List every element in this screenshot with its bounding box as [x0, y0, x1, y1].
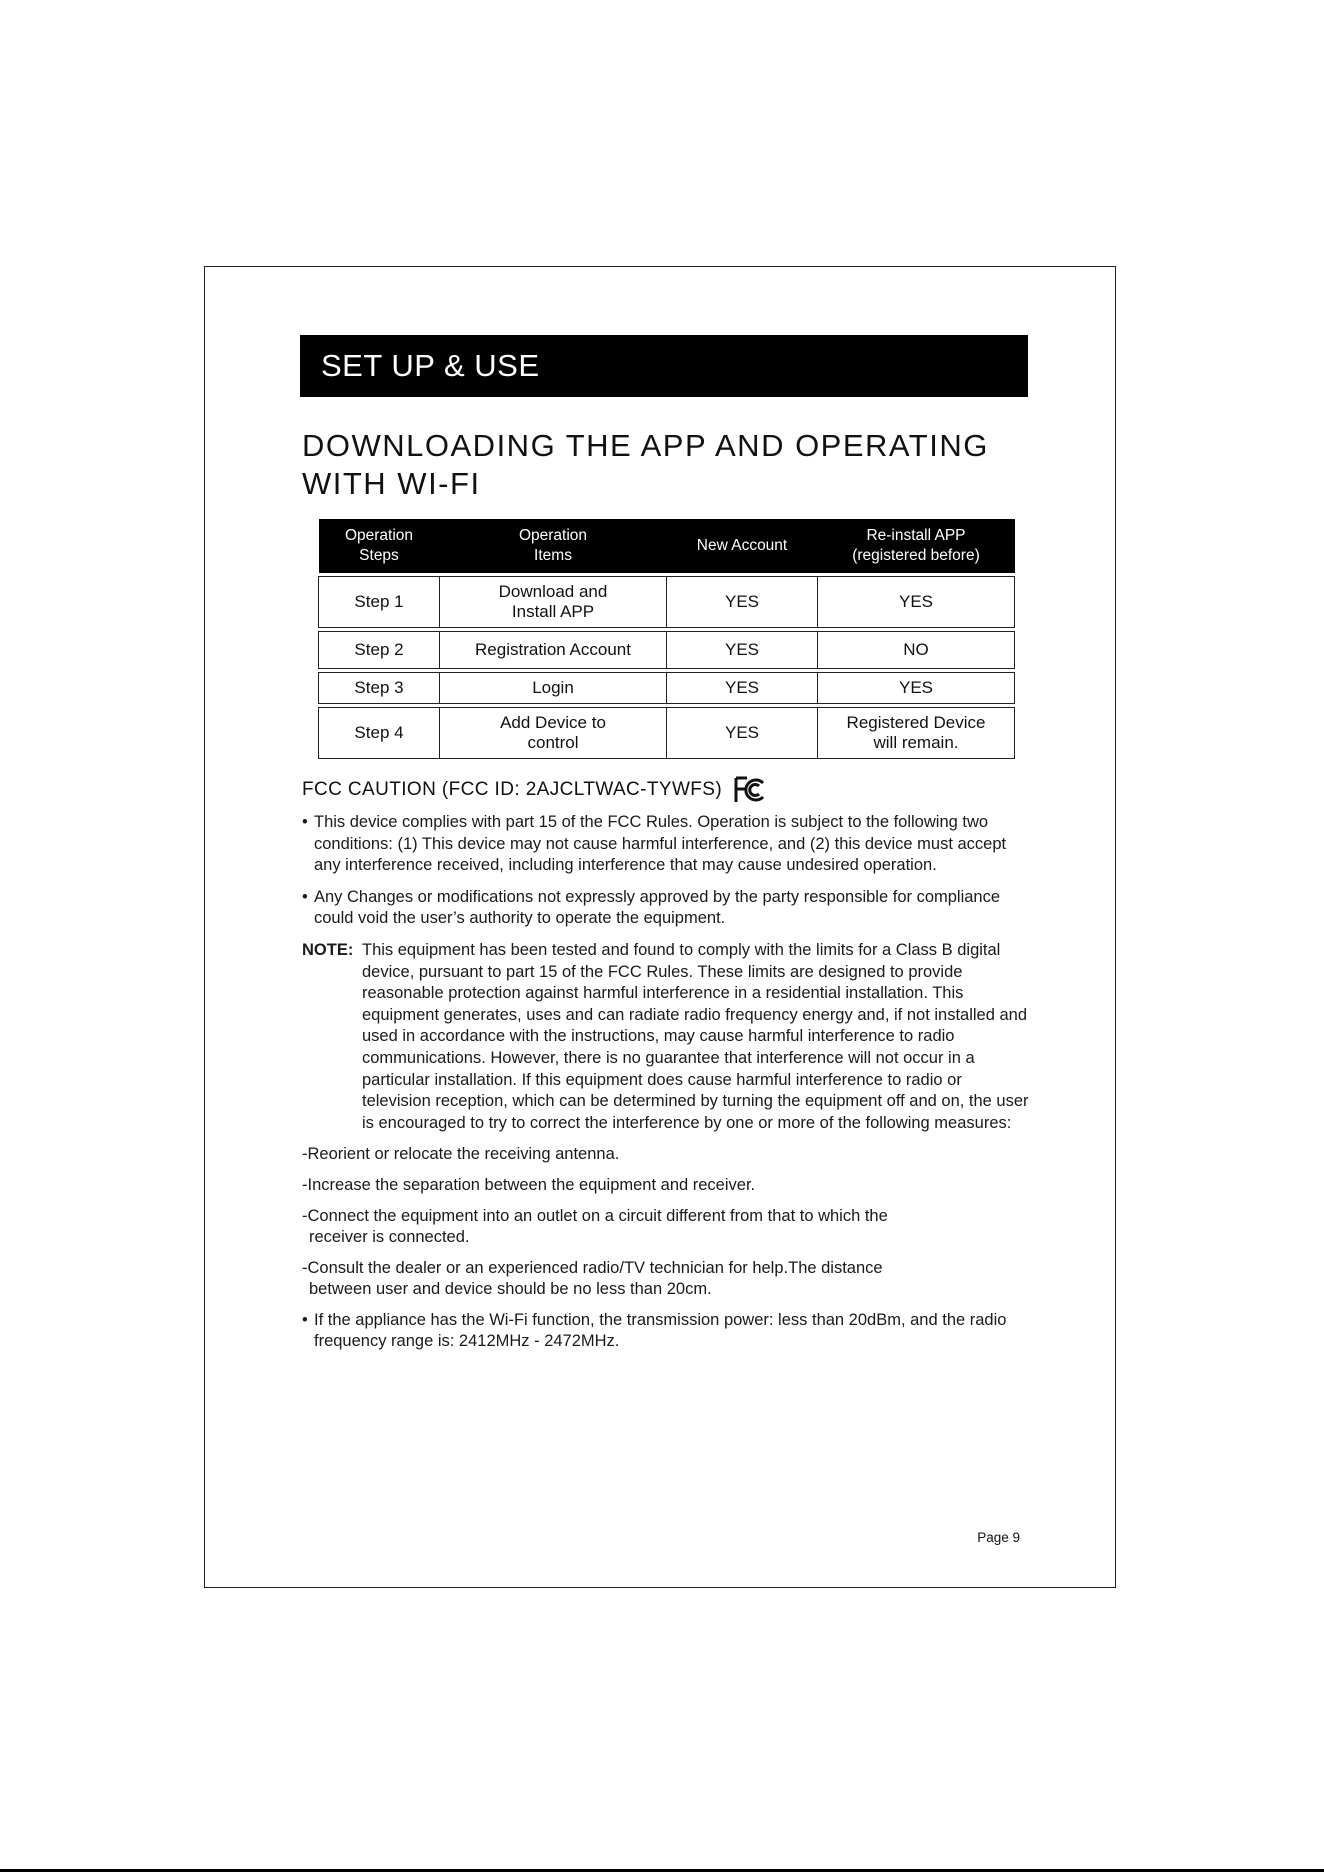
operation-table: [318, 519, 1015, 759]
table-cell: Step 3: [319, 673, 440, 704]
table-cell: Add Device to control: [440, 708, 667, 759]
table-cell: Step 4: [319, 708, 440, 759]
table-cell: YES: [667, 577, 818, 628]
table-cell: NO: [818, 632, 1015, 669]
table-row: [319, 632, 1015, 669]
table-cell: Registration Account: [440, 632, 667, 669]
manual-page: [204, 266, 1116, 1588]
table-header-row: [319, 519, 1015, 573]
table-cell: Step 2: [319, 632, 440, 669]
fcc-bullet-2: • Any Changes or modifications not expressly approved by the party responsible for compliance could void the user’s authority to operate the equipment.: [302, 887, 1001, 928]
fcc-bullet-3: • If the appliance has the Wi-Fi function, the transmission power: less than 20dBm, and the radio frequency range is: 2412MHz - 2472MHz.: [302, 1310, 1007, 1351]
table-cell: Login: [440, 673, 667, 704]
table-cell: Step 1: [319, 577, 440, 628]
measure-item: -Increase the separation between the equipment and receiver.: [302, 1175, 756, 1194]
note-text: This equipment has been tested and found to comply with the limits for a Class B digital device, pursuant to part 15 of the FCC Rules. These limits are designed to provide reasonable protection against harmful interference in a residential installation. This equipment generates, uses and can radiate radio frequency energy and, if not installed and used in accordance with the instructions, may cause harmful interference to radio communications. However, there is no guarantee that interference will not occur in a particular installation. If this equipment does cause harmful interference to radio or television reception, which can be determined by turning the equipment off and on, the user is encouraged to try to correct the interference by one or more of the following measures:: [362, 940, 1029, 1132]
fcc-bullet-1: • This device complies with part 15 of the FCC Rules. Operation is subject to the following two conditions: (1) This device may not cause harmful interference, and (2) this device must accept any interference received, including interference that may cause undesired operation.: [302, 813, 1007, 875]
table-row: [319, 673, 1015, 704]
table-header-cell: New Account: [667, 519, 818, 573]
table-header-cell: Operation Steps: [319, 519, 440, 573]
table-cell: Download and Install APP: [440, 577, 667, 628]
table-cell: YES: [818, 673, 1015, 704]
page-number: Page 9: [977, 1530, 1020, 1545]
section-header-bar: [300, 335, 1028, 397]
fcc-body: [302, 812, 1030, 1363]
table-cell: YES: [818, 577, 1015, 628]
fcc-heading-text: FCC CAUTION (FCC ID: 2AJCLTWAC-TYWFS): [302, 779, 723, 800]
section-header-title: SET UP & USE: [321, 348, 540, 383]
measure-item: -Reorient or relocate the receiving antenna.: [302, 1145, 620, 1164]
table-header-cell: Re-install APP (registered before): [818, 519, 1015, 573]
measure-item: -Connect the equipment into an outlet on a circuit different from that to which the receiver is connected.: [302, 1206, 888, 1247]
note-label: NOTE:: [302, 940, 354, 959]
table-row: [319, 577, 1015, 628]
table-cell: YES: [667, 632, 818, 669]
table-cell: YES: [667, 673, 818, 704]
table-row: [319, 708, 1015, 759]
page-title: DOWNLOADING THE APP AND OPERATING WITH WI-FI: [302, 428, 989, 501]
fcc-note: [302, 940, 1030, 1134]
measure-item: -Consult the dealer or an experienced radio/TV technician for help.The distance between user and device should be no less than 20cm.: [302, 1258, 883, 1299]
fcc-logo-icon: [734, 775, 768, 805]
fcc-caution-heading: [302, 775, 768, 805]
table-cell: Registered Device will remain.: [818, 708, 1015, 759]
table-header-cell: Operation Items: [440, 519, 667, 573]
table-cell: YES: [667, 708, 818, 759]
